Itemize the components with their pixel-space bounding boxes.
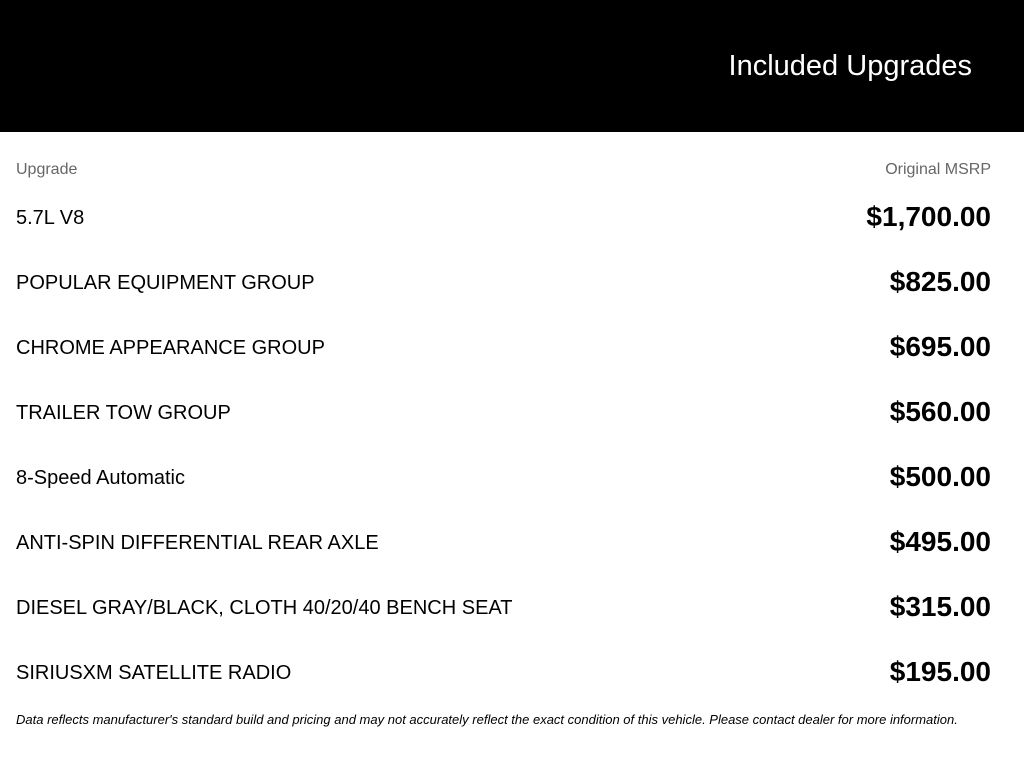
upgrade-row xyxy=(0,575,1024,640)
upgrade-name: POPULAR EQUIPMENT GROUP xyxy=(16,272,315,294)
upgrade-row xyxy=(0,185,1024,250)
column-header-upgrade: Upgrade xyxy=(16,161,78,178)
upgrade-price: $315.00 xyxy=(889,591,991,622)
upgrade-price: $495.00 xyxy=(889,526,991,557)
upgrades-list xyxy=(0,185,1024,705)
upgrade-row xyxy=(0,380,1024,445)
upgrade-row xyxy=(0,315,1024,380)
upgrade-name: DIESEL GRAY/BLACK, CLOTH 40/20/40 BENCH SEAT xyxy=(16,597,513,619)
upgrade-name: ANTI-SPIN DIFFERENTIAL REAR AXLE xyxy=(16,532,379,554)
upgrade-row xyxy=(0,250,1024,315)
column-header-msrp: Original MSRP xyxy=(885,161,991,178)
upgrade-row xyxy=(0,510,1024,575)
upgrade-name: 8-Speed Automatic xyxy=(16,467,185,489)
upgrade-price: $560.00 xyxy=(889,396,991,427)
upgrade-price: $500.00 xyxy=(889,461,991,492)
page-title: Included Upgrades xyxy=(728,50,972,82)
upgrade-price: $1,700.00 xyxy=(866,201,991,232)
upgrade-name: 5.7L V8 xyxy=(16,207,85,229)
upgrade-price: $195.00 xyxy=(889,656,991,687)
upgrade-row xyxy=(0,445,1024,510)
disclaimer-text: Data reflects manufacturer's standard build and pricing and may not accurately reflect the exact condition of this vehicle. Please contact dealer for more information. xyxy=(16,712,958,727)
upgrade-name: SIRIUSXM SATELLITE RADIO xyxy=(16,662,292,684)
header-banner xyxy=(0,0,1024,132)
upgrade-price: $695.00 xyxy=(889,331,991,362)
upgrade-name: TRAILER TOW GROUP xyxy=(16,402,231,424)
upgrade-name: CHROME APPEARANCE GROUP xyxy=(16,337,325,359)
upgrade-row xyxy=(0,640,1024,705)
upgrade-price: $825.00 xyxy=(889,266,991,297)
